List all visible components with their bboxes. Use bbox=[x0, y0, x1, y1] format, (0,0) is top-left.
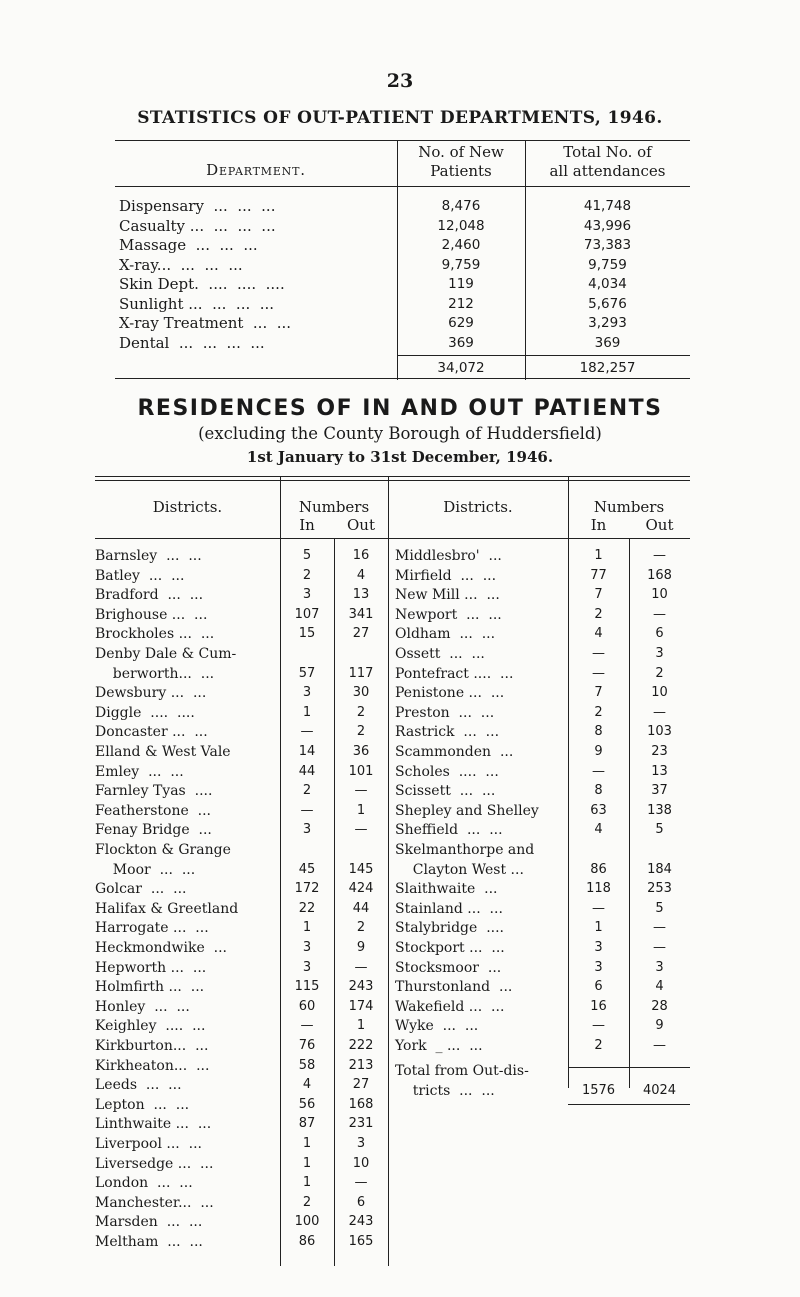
page-number: 23 bbox=[386, 70, 414, 92]
out-value: — bbox=[354, 959, 368, 975]
department-label: X-ray Treatment ... ... bbox=[119, 314, 292, 332]
department-label: Dental ... ... ... ... bbox=[119, 333, 265, 352]
in-value: — bbox=[592, 1018, 605, 1034]
in-value: 2 bbox=[302, 567, 312, 583]
district-name: Heckmondwike ... bbox=[95, 940, 227, 956]
out-value: 28 bbox=[651, 998, 668, 1014]
in-value: — bbox=[300, 802, 314, 818]
district-name: Scholes .... ... bbox=[395, 763, 499, 780]
out-value: 9 bbox=[356, 940, 366, 955]
district-name: London ... ... bbox=[95, 1175, 193, 1192]
in-value: 86 bbox=[590, 861, 607, 877]
table-bottom-rule bbox=[115, 378, 690, 379]
total-in: 1576 bbox=[581, 1083, 616, 1098]
attendances-value: 3,293 bbox=[588, 315, 627, 331]
out-value: 145 bbox=[348, 861, 374, 877]
district-name: Manchester... ... bbox=[95, 1194, 214, 1211]
out-value: 243 bbox=[348, 979, 374, 995]
in-value bbox=[280, 644, 334, 664]
out-value: 9 bbox=[655, 1018, 664, 1034]
district-name: berworth... ... bbox=[95, 665, 215, 682]
out-header-right: Out bbox=[645, 516, 674, 534]
district-name: Meltham ... ... bbox=[95, 1234, 203, 1250]
in-value: 2 bbox=[302, 783, 312, 799]
in-header-left: In bbox=[299, 516, 315, 534]
out-value: 37 bbox=[651, 783, 668, 799]
in-value: 8 bbox=[594, 783, 603, 799]
in-value: 7 bbox=[594, 685, 603, 701]
district-name: Scammonden ... bbox=[395, 744, 514, 760]
district-name: Farnley Tyas .... bbox=[95, 783, 213, 800]
district-name: Harrogate ... ... bbox=[95, 920, 209, 937]
department-label: Dispensary ... ... ... bbox=[119, 197, 276, 215]
department-label: Sunlight ... ... ... ... bbox=[119, 294, 275, 313]
out-value: 44 bbox=[352, 900, 370, 916]
total-attendances: 182,257 bbox=[579, 360, 636, 376]
new-patients-value: 212 bbox=[448, 295, 474, 312]
out-value: 4 bbox=[356, 567, 366, 583]
outpatient-table bbox=[115, 140, 690, 380]
department-label: Casualty ... ... ... ... bbox=[119, 216, 276, 235]
district-name: Preston ... ... bbox=[395, 704, 495, 721]
district-name: Emley ... ... bbox=[95, 763, 184, 780]
district-name: Featherstone ... bbox=[95, 802, 211, 819]
district-name: Kirkburton... ... bbox=[95, 1038, 209, 1054]
section-subtitle: (excluding the County Borough of Huddersfield) bbox=[198, 424, 602, 443]
totals-bottom-rule bbox=[568, 1104, 690, 1105]
section-dates: 1st January to 31st December, 1946. bbox=[246, 448, 554, 466]
district-name: Diggle .... .... bbox=[95, 704, 195, 721]
in-value: 2 bbox=[594, 1038, 603, 1053]
in-value: 3 bbox=[594, 940, 603, 955]
out-value: 3 bbox=[356, 1136, 366, 1151]
new-patients-value: 2,460 bbox=[441, 237, 481, 253]
attendances-value: 41,748 bbox=[583, 198, 632, 214]
district-name: Stalybridge .... bbox=[395, 920, 504, 937]
district-name: Dewsbury ... ... bbox=[95, 685, 207, 702]
column-divider bbox=[568, 476, 569, 538]
new-patients-header: No. of New Patients bbox=[418, 143, 504, 180]
district-name: Slaithwaite ... bbox=[395, 881, 498, 898]
district-name: Barnsley ... ... bbox=[95, 548, 202, 564]
in-value: 2 bbox=[594, 704, 603, 720]
in-value: 1 bbox=[594, 920, 603, 936]
in-value: — bbox=[300, 1018, 314, 1034]
in-value: 1 bbox=[302, 920, 312, 936]
in-header-right: In bbox=[590, 516, 607, 534]
district-name: Penistone ... ... bbox=[395, 685, 505, 702]
in-value: 77 bbox=[590, 567, 607, 583]
out-value bbox=[629, 840, 690, 860]
out-value: 222 bbox=[348, 1038, 374, 1053]
new-patients-value: 119 bbox=[448, 276, 474, 292]
out-value: 6 bbox=[655, 626, 664, 642]
district-name: Lepton ... ... bbox=[95, 1096, 190, 1113]
out-value bbox=[334, 840, 388, 860]
attendances-value: 4,034 bbox=[588, 276, 627, 292]
district-name: Halifax & Greetland bbox=[95, 900, 239, 917]
table-top-rule bbox=[95, 476, 690, 477]
header-rule bbox=[115, 186, 690, 187]
in-value: 2 bbox=[594, 606, 603, 622]
district-name: Marsden ... ... bbox=[95, 1214, 203, 1231]
district-name: Skelmanthorpe and bbox=[395, 842, 535, 858]
out-value: 30 bbox=[352, 685, 370, 701]
totals-rule bbox=[568, 1067, 690, 1068]
out-value: 424 bbox=[348, 881, 374, 897]
out-value: 174 bbox=[348, 998, 374, 1014]
district-name: Fenay Bridge ... bbox=[95, 822, 212, 839]
district-name: Middlesbro' ... bbox=[395, 548, 502, 564]
in-value: 9 bbox=[594, 744, 603, 759]
out-value bbox=[334, 644, 388, 664]
total-out: 4024 bbox=[642, 1083, 677, 1098]
totals-rule bbox=[397, 355, 690, 356]
in-value: 56 bbox=[298, 1096, 316, 1112]
header-rule bbox=[95, 538, 690, 539]
out-value: 2 bbox=[655, 665, 664, 681]
district-name: Brighouse ... ... bbox=[95, 606, 208, 623]
district-name: Denby Dale & Cum- bbox=[95, 646, 237, 662]
in-value: 16 bbox=[590, 998, 607, 1014]
out-value: 103 bbox=[647, 724, 672, 740]
attendances-value: 9,759 bbox=[588, 256, 627, 273]
district-name: Mirfield ... ... bbox=[395, 567, 497, 584]
in-value: 45 bbox=[298, 861, 316, 877]
out-value: 243 bbox=[348, 1214, 374, 1230]
in-value: 3 bbox=[302, 685, 312, 701]
out-value: 341 bbox=[348, 606, 374, 622]
new-patients-value: 369 bbox=[448, 334, 474, 351]
district-name: Wyke ... ... bbox=[395, 1018, 479, 1035]
out-value: — bbox=[653, 548, 666, 563]
attendances-value: 73,383 bbox=[583, 237, 632, 253]
in-value: 1 bbox=[302, 1155, 312, 1171]
district-name: Bradford ... ... bbox=[95, 587, 204, 604]
out-value: 5 bbox=[655, 822, 664, 838]
in-value: 6 bbox=[594, 979, 603, 995]
total-label-line1: Total from Out-dis- bbox=[395, 1063, 529, 1079]
total-new-patients: 34,072 bbox=[437, 360, 485, 376]
district-name: Liverpool ... ... bbox=[95, 1136, 203, 1152]
district-name: Clayton West ... bbox=[395, 861, 524, 878]
total-label-line2: tricts ... ... bbox=[395, 1083, 495, 1099]
in-value: — bbox=[592, 900, 605, 916]
out-header-left: Out bbox=[347, 516, 375, 534]
attendances-value: 5,676 bbox=[588, 295, 627, 312]
district-name: Elland & West Vale bbox=[95, 744, 231, 760]
in-value: 63 bbox=[590, 802, 607, 818]
in-value: 3 bbox=[302, 940, 312, 955]
in-value: 22 bbox=[298, 900, 316, 916]
new-patients-value: 12,048 bbox=[437, 217, 485, 234]
district-name: Brockholes ... ... bbox=[95, 626, 215, 643]
district-name: Shepley and Shelley bbox=[395, 802, 539, 819]
district-name: Honley ... ... bbox=[95, 998, 190, 1015]
out-value: 138 bbox=[647, 802, 672, 818]
district-name: Sheffield ... ... bbox=[395, 822, 503, 839]
district-name: Oldham ... ... bbox=[395, 626, 496, 643]
in-value: 8 bbox=[594, 724, 603, 740]
out-value: 10 bbox=[651, 587, 668, 603]
out-value: — bbox=[653, 606, 666, 622]
out-value: — bbox=[354, 783, 368, 799]
district-name: York _ ... ... bbox=[395, 1038, 483, 1054]
in-value bbox=[568, 840, 629, 860]
in-value: 3 bbox=[302, 822, 312, 838]
district-name: Scissett ... ... bbox=[395, 783, 496, 800]
district-name: Golcar ... ... bbox=[95, 881, 187, 898]
out-value: 3 bbox=[655, 646, 664, 661]
district-name: Rastrick ... ... bbox=[395, 724, 500, 741]
out-value: 253 bbox=[647, 881, 672, 897]
in-value: 44 bbox=[298, 763, 316, 779]
out-value: 168 bbox=[647, 567, 672, 583]
column-divider bbox=[280, 476, 281, 538]
in-value: 4 bbox=[594, 822, 603, 838]
district-name: Holmfirth ... ... bbox=[95, 979, 205, 996]
in-value: 4 bbox=[302, 1077, 312, 1093]
in-value: 1 bbox=[302, 1136, 312, 1151]
in-value: 86 bbox=[298, 1234, 316, 1249]
out-value: 117 bbox=[348, 665, 374, 681]
section-title: RESIDENCES OF IN AND OUT PATIENTS bbox=[137, 396, 663, 421]
out-value: 101 bbox=[348, 763, 374, 779]
in-value: 87 bbox=[298, 1116, 316, 1132]
district-name: Thurstonland ... bbox=[395, 979, 513, 996]
out-value: 13 bbox=[651, 763, 668, 779]
in-value: 7 bbox=[594, 587, 603, 603]
district-name: Batley ... ... bbox=[95, 567, 185, 584]
department-label: X-ray... ... ... ... bbox=[119, 255, 243, 274]
district-name: Liversedge ... ... bbox=[95, 1155, 214, 1172]
in-value: 2 bbox=[302, 1194, 312, 1210]
in-value: — bbox=[592, 763, 605, 779]
district-name: Newport ... ... bbox=[395, 606, 502, 623]
in-value: 58 bbox=[298, 1057, 316, 1073]
in-value: 5 bbox=[302, 548, 312, 563]
district-name: Flockton & Grange bbox=[95, 842, 231, 858]
in-value bbox=[280, 840, 334, 860]
table-top-rule bbox=[115, 140, 690, 141]
out-value: 27 bbox=[352, 1077, 370, 1093]
out-value: — bbox=[653, 1038, 666, 1053]
in-value: 57 bbox=[298, 665, 316, 681]
in-value: 100 bbox=[294, 1214, 320, 1230]
district-name: Linthwaite ... ... bbox=[95, 1116, 212, 1133]
district-name: Kirkheaton... ... bbox=[95, 1057, 210, 1074]
districts-header-left: Districts. bbox=[152, 498, 223, 516]
out-value: 165 bbox=[348, 1234, 374, 1249]
out-value: — bbox=[653, 920, 666, 936]
in-value: 1 bbox=[594, 548, 603, 563]
out-value: — bbox=[653, 940, 666, 955]
out-value: 2 bbox=[356, 704, 366, 720]
in-value: 1 bbox=[302, 704, 312, 720]
new-patients-value: 9,759 bbox=[441, 256, 481, 273]
out-value: 5 bbox=[655, 900, 664, 916]
out-value: 2 bbox=[356, 724, 366, 740]
residences-table bbox=[95, 476, 690, 1266]
in-value: 60 bbox=[298, 998, 316, 1014]
attendances-value: 369 bbox=[594, 334, 621, 351]
district-name: Moor ... ... bbox=[95, 861, 196, 878]
district-name: New Mill ... ... bbox=[395, 587, 500, 604]
in-value: 118 bbox=[586, 881, 611, 897]
in-value: 1 bbox=[302, 1175, 312, 1191]
numbers-header-left: Numbers bbox=[298, 498, 370, 516]
department-header: Department. bbox=[206, 161, 306, 179]
out-value: 23 bbox=[651, 744, 668, 759]
out-value: 213 bbox=[348, 1057, 374, 1073]
department-label: Skin Dept. .... .... .... bbox=[119, 275, 285, 293]
in-value: — bbox=[592, 665, 605, 681]
in-value: — bbox=[300, 724, 314, 740]
out-value: 184 bbox=[647, 861, 672, 877]
out-value: — bbox=[354, 1175, 368, 1191]
in-value: 172 bbox=[294, 881, 320, 897]
out-value: 168 bbox=[348, 1096, 374, 1112]
district-name: Wakefield ... ... bbox=[395, 998, 505, 1015]
department-label: Massage ... ... ... bbox=[119, 236, 258, 254]
in-value: 14 bbox=[298, 744, 316, 759]
numbers-header-right: Numbers bbox=[593, 498, 665, 516]
in-value: — bbox=[592, 646, 605, 661]
out-value: 1 bbox=[356, 802, 366, 818]
district-name: Hepworth ... ... bbox=[95, 959, 207, 976]
in-value: 15 bbox=[298, 626, 316, 642]
page-title: STATISTICS OF OUT-PATIENT DEPARTMENTS, 1946. bbox=[137, 108, 663, 128]
attendances-value: 43,996 bbox=[583, 217, 632, 234]
out-value: 3 bbox=[655, 959, 664, 975]
district-name: Keighley .... ... bbox=[95, 1018, 206, 1035]
district-name: Pontefract .... ... bbox=[395, 665, 514, 682]
in-value: 3 bbox=[594, 959, 603, 975]
out-value: 16 bbox=[352, 548, 370, 563]
attendances-header: Total No. of all attendances bbox=[549, 143, 666, 180]
out-value: 4 bbox=[655, 979, 664, 995]
in-value: 3 bbox=[302, 959, 312, 975]
out-value: 27 bbox=[352, 626, 370, 642]
districts-header-right: Districts. bbox=[443, 498, 513, 516]
column-divider bbox=[388, 476, 389, 538]
column-divider bbox=[388, 538, 389, 1266]
in-value: 107 bbox=[294, 606, 320, 622]
district-name: Ossett ... ... bbox=[395, 646, 485, 662]
out-value: 13 bbox=[352, 587, 370, 603]
out-value: 36 bbox=[352, 744, 370, 759]
out-value: 10 bbox=[352, 1155, 370, 1171]
table-top-rule-2 bbox=[95, 480, 690, 481]
district-name: Leeds ... ... bbox=[95, 1077, 182, 1094]
in-value: 3 bbox=[302, 587, 312, 603]
out-value: — bbox=[653, 704, 666, 720]
out-value: 6 bbox=[356, 1194, 366, 1210]
out-value: 231 bbox=[348, 1116, 374, 1132]
in-value: 76 bbox=[298, 1038, 316, 1053]
district-name: Stocksmoor ... bbox=[395, 959, 502, 976]
new-patients-value: 8,476 bbox=[441, 198, 481, 214]
out-value: — bbox=[354, 822, 368, 838]
out-value: 1 bbox=[356, 1018, 366, 1034]
district-name: Doncaster ... ... bbox=[95, 724, 208, 741]
in-value: 115 bbox=[294, 979, 320, 995]
district-name: Stainland ... ... bbox=[395, 900, 503, 917]
district-name: Stockport ... ... bbox=[395, 940, 505, 956]
in-value: 4 bbox=[594, 626, 603, 642]
new-patients-value: 629 bbox=[448, 315, 474, 331]
out-value: 10 bbox=[651, 685, 668, 701]
out-value: 2 bbox=[356, 920, 366, 936]
